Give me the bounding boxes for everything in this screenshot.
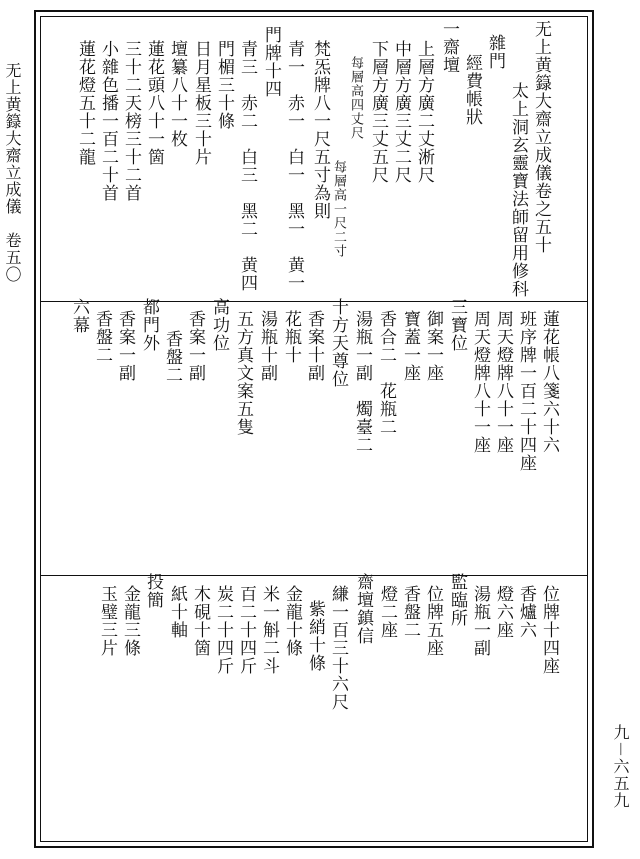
text-column: 玉璧三片 [97, 585, 117, 657]
text-column: 青一 赤一 白一 黑一 黄一 [284, 40, 304, 292]
text-column: 木硯十箇 [190, 585, 210, 657]
text-column: 湯瓶十副 [257, 310, 277, 382]
section-heading-altar: 一齋壇 [439, 20, 459, 74]
text-column: 小雜色播一百二十首 [98, 40, 118, 202]
text-column: 寶蓋一座 [400, 310, 420, 382]
text-column: 壇纂八十一枚 [167, 40, 187, 148]
text-column: 燈六座 [493, 585, 513, 639]
section-divider-1 [41, 301, 587, 302]
text-column: 紫綃十條 [305, 600, 325, 672]
text-column: 門牌十四 [261, 26, 281, 98]
category-heading: 雜門 [485, 34, 505, 70]
text-column: 周天燈牌八十一座 [470, 310, 490, 454]
text-column: 燈二座 [377, 585, 397, 639]
text-column: 百二十四斤 [236, 585, 256, 675]
text-column: 縑一百三十六尺 [328, 585, 348, 711]
text-column: 炭二十四斤 [213, 585, 233, 675]
text-column: 香案一副 [115, 310, 135, 382]
text-column: 紙十軸 [167, 585, 187, 639]
text-column: 每層高一尺二寸 [331, 160, 346, 258]
text-column: 下層方廣三丈五尺 [368, 40, 388, 184]
subcategory-heading: 經費帳狀 [462, 54, 482, 126]
text-column: 蓮花頭八十一箇 [144, 40, 164, 166]
text-column: 蓮花帳八箋六十六 [539, 310, 559, 454]
text-column: 湯瓶一副 燭臺二 [352, 310, 372, 454]
text-column: 金龍十條 [282, 585, 302, 657]
section-heading-three-treasures: 三寶位 [447, 298, 467, 352]
text-column: 湯瓶一副 [470, 585, 490, 657]
text-column: 香盤二 [92, 310, 112, 364]
text-column: 日月星板三十片 [191, 40, 211, 166]
text-column: 香案一副 [185, 310, 205, 382]
text-column: 三十二天榜三十二首 [121, 40, 141, 202]
text-column: 五方真文案五隻 [233, 310, 253, 436]
text-column: 青三 赤二 白三 黑二 黄四 [237, 40, 257, 292]
text-column: 米一斛二斗 [259, 585, 279, 675]
section-divider-2 [41, 575, 587, 576]
text-column: 每層高四丈尺 [348, 56, 363, 140]
text-column: 金龍三條 [120, 585, 140, 657]
section-heading-curtains: 六幕 [69, 298, 89, 334]
text-column: 中層方廣三丈二尺 [391, 40, 411, 184]
text-column: 梵炁牌八一尺五寸為則 [310, 40, 330, 220]
text-column: 香爐六 [516, 585, 536, 639]
volume-title: 无上黄籙大齋立成儀卷之五十 [531, 20, 551, 254]
text-column: 上層方廣二丈淅尺 [414, 40, 434, 184]
section-heading-high-merit: 高功位 [209, 298, 229, 352]
left-margin-title: 无上黄籙大齋立成儀 卷五〇 [3, 62, 22, 283]
text-column: 蓮花燈五十二龍 [75, 40, 95, 166]
text-column: 御案一座 [423, 310, 443, 382]
text-column: 班序牌一百二十四座 [516, 310, 536, 472]
section-heading-gate: 都門外 [139, 298, 159, 352]
text-column: 香案十副 [304, 310, 324, 382]
section-heading-altar-pledges: 齋壇鎮信 [353, 573, 373, 645]
text-column: 位牌十四座 [539, 585, 559, 675]
author-line: 太上洞玄靈寶法師留用修科 [508, 82, 528, 298]
text-column: 花瓶十 [281, 310, 301, 364]
section-heading-supervision: 監臨所 [447, 573, 467, 627]
section-heading-ten-directions: 十方天尊位 [328, 298, 348, 388]
section-heading-casting-slips: 投簡 [143, 573, 163, 609]
text-column: 香合二 花瓶二 [376, 310, 396, 436]
text-column: 門楣三十條 [214, 40, 234, 130]
text-column: 位牌五座 [423, 585, 443, 657]
right-margin-page-number: 九－六五九 [611, 724, 630, 810]
text-column: 周天燈牌八十一座 [493, 310, 513, 454]
text-column: 香盤二 [400, 585, 420, 639]
text-column: 香盤二 [162, 330, 182, 384]
